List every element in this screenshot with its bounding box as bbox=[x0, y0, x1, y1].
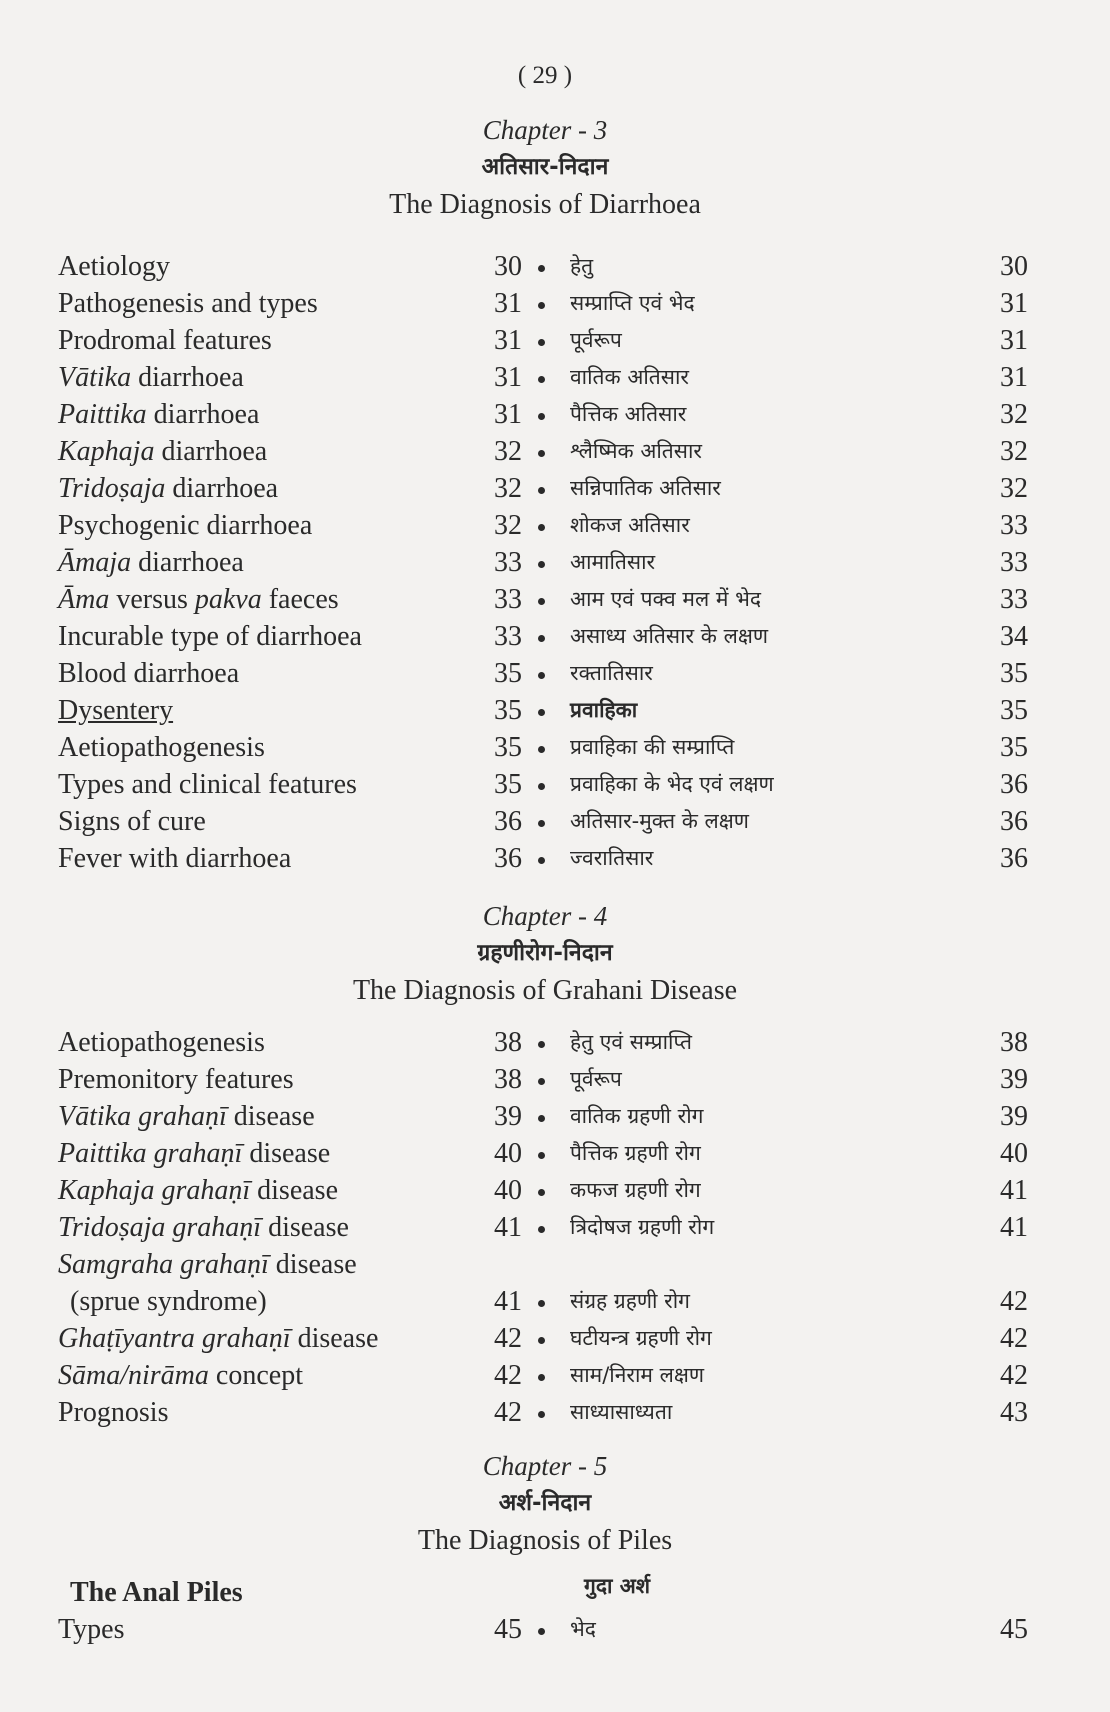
entry-title-hi: साध्यासाध्यता bbox=[570, 1400, 673, 1424]
toc-entry bbox=[0, 1172, 1110, 1209]
entry-title-en bbox=[58, 544, 244, 581]
page-ref-hi: 42 bbox=[1000, 1286, 1028, 1317]
page-ref-hi: 31 bbox=[1000, 288, 1028, 319]
toc-entry bbox=[0, 840, 1110, 877]
toc-entry bbox=[0, 581, 1110, 618]
entry-title-italic: Kaphaja bbox=[58, 436, 155, 467]
page-ref-en: 38 bbox=[494, 1064, 522, 1095]
entry-title-en bbox=[58, 322, 272, 359]
bullet-icon bbox=[538, 450, 545, 457]
entry-title-en bbox=[58, 1061, 294, 1098]
entry-title-text: Types bbox=[58, 1614, 125, 1645]
page-ref-en: 41 bbox=[494, 1212, 522, 1243]
entry-title-text: disease bbox=[261, 1212, 349, 1243]
toc-entry bbox=[0, 285, 1110, 322]
bullet-icon bbox=[538, 635, 545, 642]
bullet-icon bbox=[538, 561, 545, 568]
page-ref-en: 42 bbox=[494, 1397, 522, 1428]
entry-title-en bbox=[58, 1320, 378, 1357]
entry-title-italic: Paittika bbox=[58, 399, 147, 430]
entry-title-italic: Ghaṭīyantra grahaṇī bbox=[58, 1323, 291, 1354]
entry-title-hi: पूर्वरूप bbox=[570, 1067, 622, 1091]
bullet-icon bbox=[538, 746, 545, 753]
entry-title-hi: ज्वरातिसार bbox=[570, 846, 654, 870]
page-ref-hi: 42 bbox=[1000, 1360, 1028, 1391]
page-ref-en: 35 bbox=[494, 769, 522, 800]
entry-title-text: Prodromal features bbox=[58, 325, 272, 356]
entry-title-hi: पैत्तिक अतिसार bbox=[570, 402, 687, 426]
entry-title-hi: भेद bbox=[570, 1617, 596, 1641]
entry-title-text: disease bbox=[226, 1101, 315, 1132]
page-ref-hi: 31 bbox=[1000, 362, 1028, 393]
page-ref-en: 33 bbox=[494, 584, 522, 615]
entry-title-en bbox=[58, 396, 259, 433]
page-ref-en: 35 bbox=[494, 658, 522, 689]
page-ref-en: 42 bbox=[494, 1360, 522, 1391]
entry-title-hi: श्लैष्मिक अतिसार bbox=[570, 439, 703, 463]
page-ref-en: 32 bbox=[494, 510, 522, 541]
page-ref-en: 31 bbox=[494, 288, 522, 319]
page-ref-en: 40 bbox=[494, 1138, 522, 1169]
page-ref-hi: 33 bbox=[1000, 584, 1028, 615]
bullet-icon bbox=[538, 598, 545, 605]
bullet-icon bbox=[538, 1374, 545, 1381]
chapter-3-entries bbox=[0, 248, 1110, 877]
entry-title-italic: Āma bbox=[58, 584, 110, 615]
toc-entry bbox=[0, 766, 1110, 803]
entry-title-text: diarrhoea bbox=[131, 362, 244, 393]
toc-entry bbox=[0, 470, 1110, 507]
entry-title-en bbox=[58, 248, 170, 285]
bullet-icon bbox=[538, 1115, 545, 1122]
entry-title-en bbox=[58, 840, 291, 877]
entry-title-italic: Tridoṣaja bbox=[58, 473, 166, 504]
toc-entry bbox=[0, 433, 1110, 470]
entry-title-italic: Tridoṣaja grahaṇī bbox=[58, 1212, 262, 1243]
toc-entry bbox=[0, 1135, 1110, 1172]
section-title-hi: गुदा अर्श bbox=[584, 1574, 651, 1598]
entry-title-en bbox=[58, 470, 278, 507]
bullet-icon bbox=[538, 265, 545, 272]
entry-title-text: disease bbox=[250, 1175, 338, 1206]
entry-title-text: Blood diarrhoea bbox=[58, 658, 240, 689]
bullet-icon bbox=[538, 672, 545, 679]
toc-entry bbox=[0, 1098, 1110, 1135]
entry-title-italic: Vātika grahaṇī bbox=[58, 1101, 227, 1132]
entry-title-text: diarrhoea bbox=[165, 473, 279, 504]
entry-title-text: disease bbox=[290, 1323, 379, 1354]
bullet-icon bbox=[538, 1337, 545, 1344]
page-ref-en: 40 bbox=[494, 1175, 522, 1206]
entry-title-text: concept bbox=[208, 1360, 303, 1391]
entry-title-text: Prognosis bbox=[58, 1397, 169, 1428]
entry-title-hi: सन्निपातिक अतिसार bbox=[570, 476, 721, 500]
chapter-4-heading bbox=[0, 898, 1090, 1010]
entry-title-hi: पैत्तिक ग्रहणी रोग bbox=[570, 1141, 701, 1165]
toc-entry bbox=[0, 692, 1110, 729]
bullet-icon bbox=[538, 1628, 545, 1635]
entry-title-hi: रक्तातिसार bbox=[570, 661, 653, 685]
toc-entry bbox=[0, 618, 1110, 655]
chapter-label: Chapter - 3 bbox=[482, 115, 608, 145]
chapter-label: Chapter - 4 bbox=[482, 901, 608, 931]
page-ref-hi: 33 bbox=[1000, 547, 1028, 578]
page-ref-hi: 36 bbox=[1000, 843, 1028, 874]
entry-title-en bbox=[58, 581, 339, 618]
toc-entry bbox=[0, 655, 1110, 692]
entry-title-hi: वातिक अतिसार bbox=[570, 365, 690, 389]
page-ref-hi: 39 bbox=[1000, 1101, 1028, 1132]
toc-entry bbox=[0, 1246, 1110, 1320]
entry-title-italic: Āmaja bbox=[58, 547, 132, 578]
entry-title-text: Types and clinical features bbox=[58, 769, 357, 800]
bullet-icon bbox=[538, 1300, 545, 1307]
page-ref-en: 35 bbox=[494, 732, 522, 763]
page-ref-en: 31 bbox=[494, 325, 522, 356]
entry-title-hi: शोकज अतिसार bbox=[570, 513, 690, 537]
page-ref-en: 39 bbox=[494, 1101, 522, 1132]
page-ref-hi: 32 bbox=[1000, 473, 1028, 504]
bullet-icon bbox=[538, 857, 545, 864]
toc-entry bbox=[0, 1024, 1110, 1061]
bullet-icon bbox=[538, 709, 545, 716]
entry-title-hi: प्रवाहिका की सम्प्राप्ति bbox=[570, 735, 735, 759]
entry-title-text: Fever with diarrhoea bbox=[58, 843, 292, 874]
page-ref-hi: 45 bbox=[1000, 1614, 1028, 1645]
chapter-4-entries bbox=[0, 1024, 1110, 1431]
entry-title-hi: हेतु एवं सम्प्राप्ति bbox=[570, 1030, 692, 1054]
page-ref-hi: 41 bbox=[1000, 1212, 1028, 1243]
page-ref-hi: 32 bbox=[1000, 399, 1028, 430]
entry-title-hi: साम/निराम लक्षण bbox=[570, 1363, 705, 1387]
page-ref-en: 45 bbox=[494, 1614, 522, 1645]
entry-title-en bbox=[58, 1246, 357, 1320]
toc-entry bbox=[0, 396, 1110, 433]
entry-title-text: disease bbox=[242, 1138, 331, 1169]
entry-title-en bbox=[58, 729, 265, 766]
entry-title-hi: अतिसार-मुक्त के लक्षण bbox=[570, 809, 749, 833]
chapter-3-heading bbox=[0, 112, 1090, 224]
bullet-icon bbox=[538, 1226, 545, 1233]
section-title-en: The Anal Piles bbox=[70, 1577, 243, 1608]
page-ref-hi: 33 bbox=[1000, 510, 1028, 541]
toc-entry bbox=[0, 544, 1110, 581]
entry-title-hi: त्रिदोषज ग्रहणी रोग bbox=[570, 1215, 715, 1239]
page-ref-hi: 40 bbox=[1000, 1138, 1028, 1169]
page-ref-hi: 34 bbox=[1000, 621, 1028, 652]
entry-title-text: Aetiopathogenesis bbox=[58, 732, 265, 763]
toc-entry bbox=[0, 1357, 1110, 1394]
entry-title-en bbox=[58, 1209, 349, 1246]
page-ref-en: 41 bbox=[494, 1286, 522, 1317]
entry-title-text: Signs of cure bbox=[58, 806, 206, 837]
entry-title-hi: संग्रह ग्रहणी रोग bbox=[570, 1289, 691, 1313]
toc-entry bbox=[0, 359, 1110, 396]
chapter-5-entries bbox=[0, 1611, 1110, 1648]
entry-title-hi: घटीयन्त्र ग्रहणी रोग bbox=[570, 1326, 712, 1350]
bullet-icon bbox=[538, 524, 545, 531]
toc-entry bbox=[0, 322, 1110, 359]
page-ref-en: 30 bbox=[494, 251, 522, 282]
page-ref-en: 33 bbox=[494, 547, 522, 578]
entry-title-hi: वातिक ग्रहणी रोग bbox=[570, 1104, 704, 1128]
entry-title-text: Pathogenesis and types bbox=[58, 288, 318, 319]
entry-title-en bbox=[58, 766, 357, 803]
toc-entry bbox=[0, 507, 1110, 544]
entry-title-en bbox=[58, 1357, 303, 1394]
entry-title-en bbox=[58, 1172, 338, 1209]
toc-entry bbox=[0, 729, 1110, 766]
entry-title-en bbox=[58, 1024, 265, 1061]
bullet-icon bbox=[538, 413, 545, 420]
bullet-icon bbox=[538, 487, 545, 494]
bullet-icon bbox=[538, 339, 545, 346]
entry-title-italic: pakva bbox=[194, 584, 262, 615]
entry-title-italic: Sāma/nirāma bbox=[58, 1360, 209, 1391]
entry-title-en bbox=[58, 433, 267, 470]
toc-entry bbox=[0, 1209, 1110, 1246]
page-ref-hi: 41 bbox=[1000, 1175, 1028, 1206]
entry-title-text: Psychogenic diarrhoea bbox=[58, 510, 313, 541]
chapter-title: The Diagnosis of Piles bbox=[417, 1525, 673, 1556]
page-ref-en: 31 bbox=[494, 399, 522, 430]
bullet-icon bbox=[538, 1041, 545, 1048]
entry-title-text: faeces bbox=[261, 584, 339, 615]
page-ref-en: 36 bbox=[494, 806, 522, 837]
entry-title-text: versus bbox=[109, 584, 195, 615]
bullet-icon bbox=[538, 1078, 545, 1085]
chapter-hindi-title: अतिसार-निदान bbox=[481, 154, 609, 180]
page-ref-hi: 36 bbox=[1000, 806, 1028, 837]
page-ref-hi: 43 bbox=[1000, 1397, 1028, 1428]
entry-title-hi: हेतु bbox=[570, 254, 594, 278]
page-ref-en: 35 bbox=[494, 695, 522, 726]
page-ref-hi: 35 bbox=[1000, 695, 1028, 726]
bullet-icon bbox=[538, 1411, 545, 1418]
entry-title-continuation: (sprue syndrome) bbox=[70, 1286, 267, 1317]
page-ref-en: 36 bbox=[494, 843, 522, 874]
chapter-hindi-title: अर्श-निदान bbox=[498, 1490, 592, 1516]
entry-title-italic: Samgraha grahaṇī bbox=[58, 1249, 269, 1280]
entry-title-text: disease bbox=[268, 1249, 357, 1280]
entry-title-text: Aetiopathogenesis bbox=[58, 1027, 265, 1058]
entry-title-hi: प्रवाहिका के भेद एवं लक्षण bbox=[570, 772, 774, 796]
page-ref-en: 31 bbox=[494, 362, 522, 393]
entry-title-text: diarrhoea bbox=[146, 399, 260, 430]
entry-title-en bbox=[58, 1098, 315, 1135]
chapter-hindi-title: ग्रहणीरोग-निदान bbox=[477, 940, 613, 966]
entry-title-text: Incurable type of diarrhoea bbox=[58, 621, 362, 652]
entry-title-italic: Kaphaja grahaṇī bbox=[58, 1175, 251, 1206]
page-ref-en: 38 bbox=[494, 1027, 522, 1058]
page-ref-en: 32 bbox=[494, 473, 522, 504]
entry-title-en bbox=[58, 1394, 168, 1431]
entry-title-hi: पूर्वरूप bbox=[570, 328, 622, 352]
entry-title-text: Premonitory features bbox=[58, 1064, 294, 1095]
bullet-icon bbox=[538, 376, 545, 383]
toc-entry bbox=[0, 248, 1110, 285]
toc-entry bbox=[0, 1320, 1110, 1357]
entry-title-en bbox=[58, 507, 312, 544]
entry-title-en bbox=[58, 285, 318, 322]
toc-entry bbox=[0, 803, 1110, 840]
entry-title-italic: Paittika grahaṇī bbox=[58, 1138, 243, 1169]
entry-title-text: Aetiology bbox=[58, 251, 170, 282]
bullet-icon bbox=[538, 1152, 545, 1159]
chapter-5-heading bbox=[0, 1448, 1090, 1560]
page-ref-hi: 35 bbox=[1000, 658, 1028, 689]
entry-title-hi: प्रवाहिका bbox=[570, 698, 638, 722]
page-ref-hi: 35 bbox=[1000, 732, 1028, 763]
page-ref-hi: 36 bbox=[1000, 769, 1028, 800]
entry-title-en bbox=[58, 655, 239, 692]
entry-title-en bbox=[58, 1135, 330, 1172]
page-ref-hi: 38 bbox=[1000, 1027, 1028, 1058]
page-ref-en: 33 bbox=[494, 621, 522, 652]
page-ref-en: 32 bbox=[494, 436, 522, 467]
toc-entry bbox=[0, 1061, 1110, 1098]
page-ref-hi: 42 bbox=[1000, 1323, 1028, 1354]
chapter-label: Chapter - 5 bbox=[482, 1451, 608, 1481]
entry-title-hi: आमातिसार bbox=[570, 550, 656, 574]
page-ref-hi: 32 bbox=[1000, 436, 1028, 467]
toc-entry bbox=[0, 1394, 1110, 1431]
chapter-title: The Diagnosis of Grahani Disease bbox=[352, 975, 738, 1006]
bullet-icon bbox=[538, 783, 545, 790]
page-number: ( 29 ) bbox=[517, 62, 573, 89]
page-ref-en: 42 bbox=[494, 1323, 522, 1354]
page-ref-hi: 31 bbox=[1000, 325, 1028, 356]
entry-title-en bbox=[58, 803, 206, 840]
entry-title-text: diarrhoea bbox=[131, 547, 244, 578]
chapter-title: The Diagnosis of Diarrhoea bbox=[389, 189, 701, 220]
entry-title-en bbox=[58, 692, 173, 729]
entry-title-hi: आम एवं पक्व मल में भेद bbox=[570, 587, 762, 611]
entry-title-en bbox=[58, 618, 362, 655]
page-ref-hi: 39 bbox=[1000, 1064, 1028, 1095]
page-ref-hi: 30 bbox=[1000, 251, 1028, 282]
bullet-icon bbox=[538, 1189, 545, 1196]
bullet-icon bbox=[538, 302, 545, 309]
entry-title-en bbox=[58, 359, 244, 396]
entry-title-italic: Vātika bbox=[58, 362, 132, 393]
entry-title-hi: असाध्य अतिसार के लक्षण bbox=[570, 624, 769, 648]
toc-entry bbox=[0, 1611, 1110, 1648]
bullet-icon bbox=[538, 820, 545, 827]
entry-title-en bbox=[58, 1611, 124, 1648]
entry-title-hi: सम्प्राप्ति एवं भेद bbox=[570, 291, 695, 315]
entry-title-hi: कफज ग्रहणी रोग bbox=[570, 1178, 701, 1202]
entry-title-text: diarrhoea bbox=[154, 436, 268, 467]
entry-title-text: Dysentery bbox=[58, 695, 174, 726]
